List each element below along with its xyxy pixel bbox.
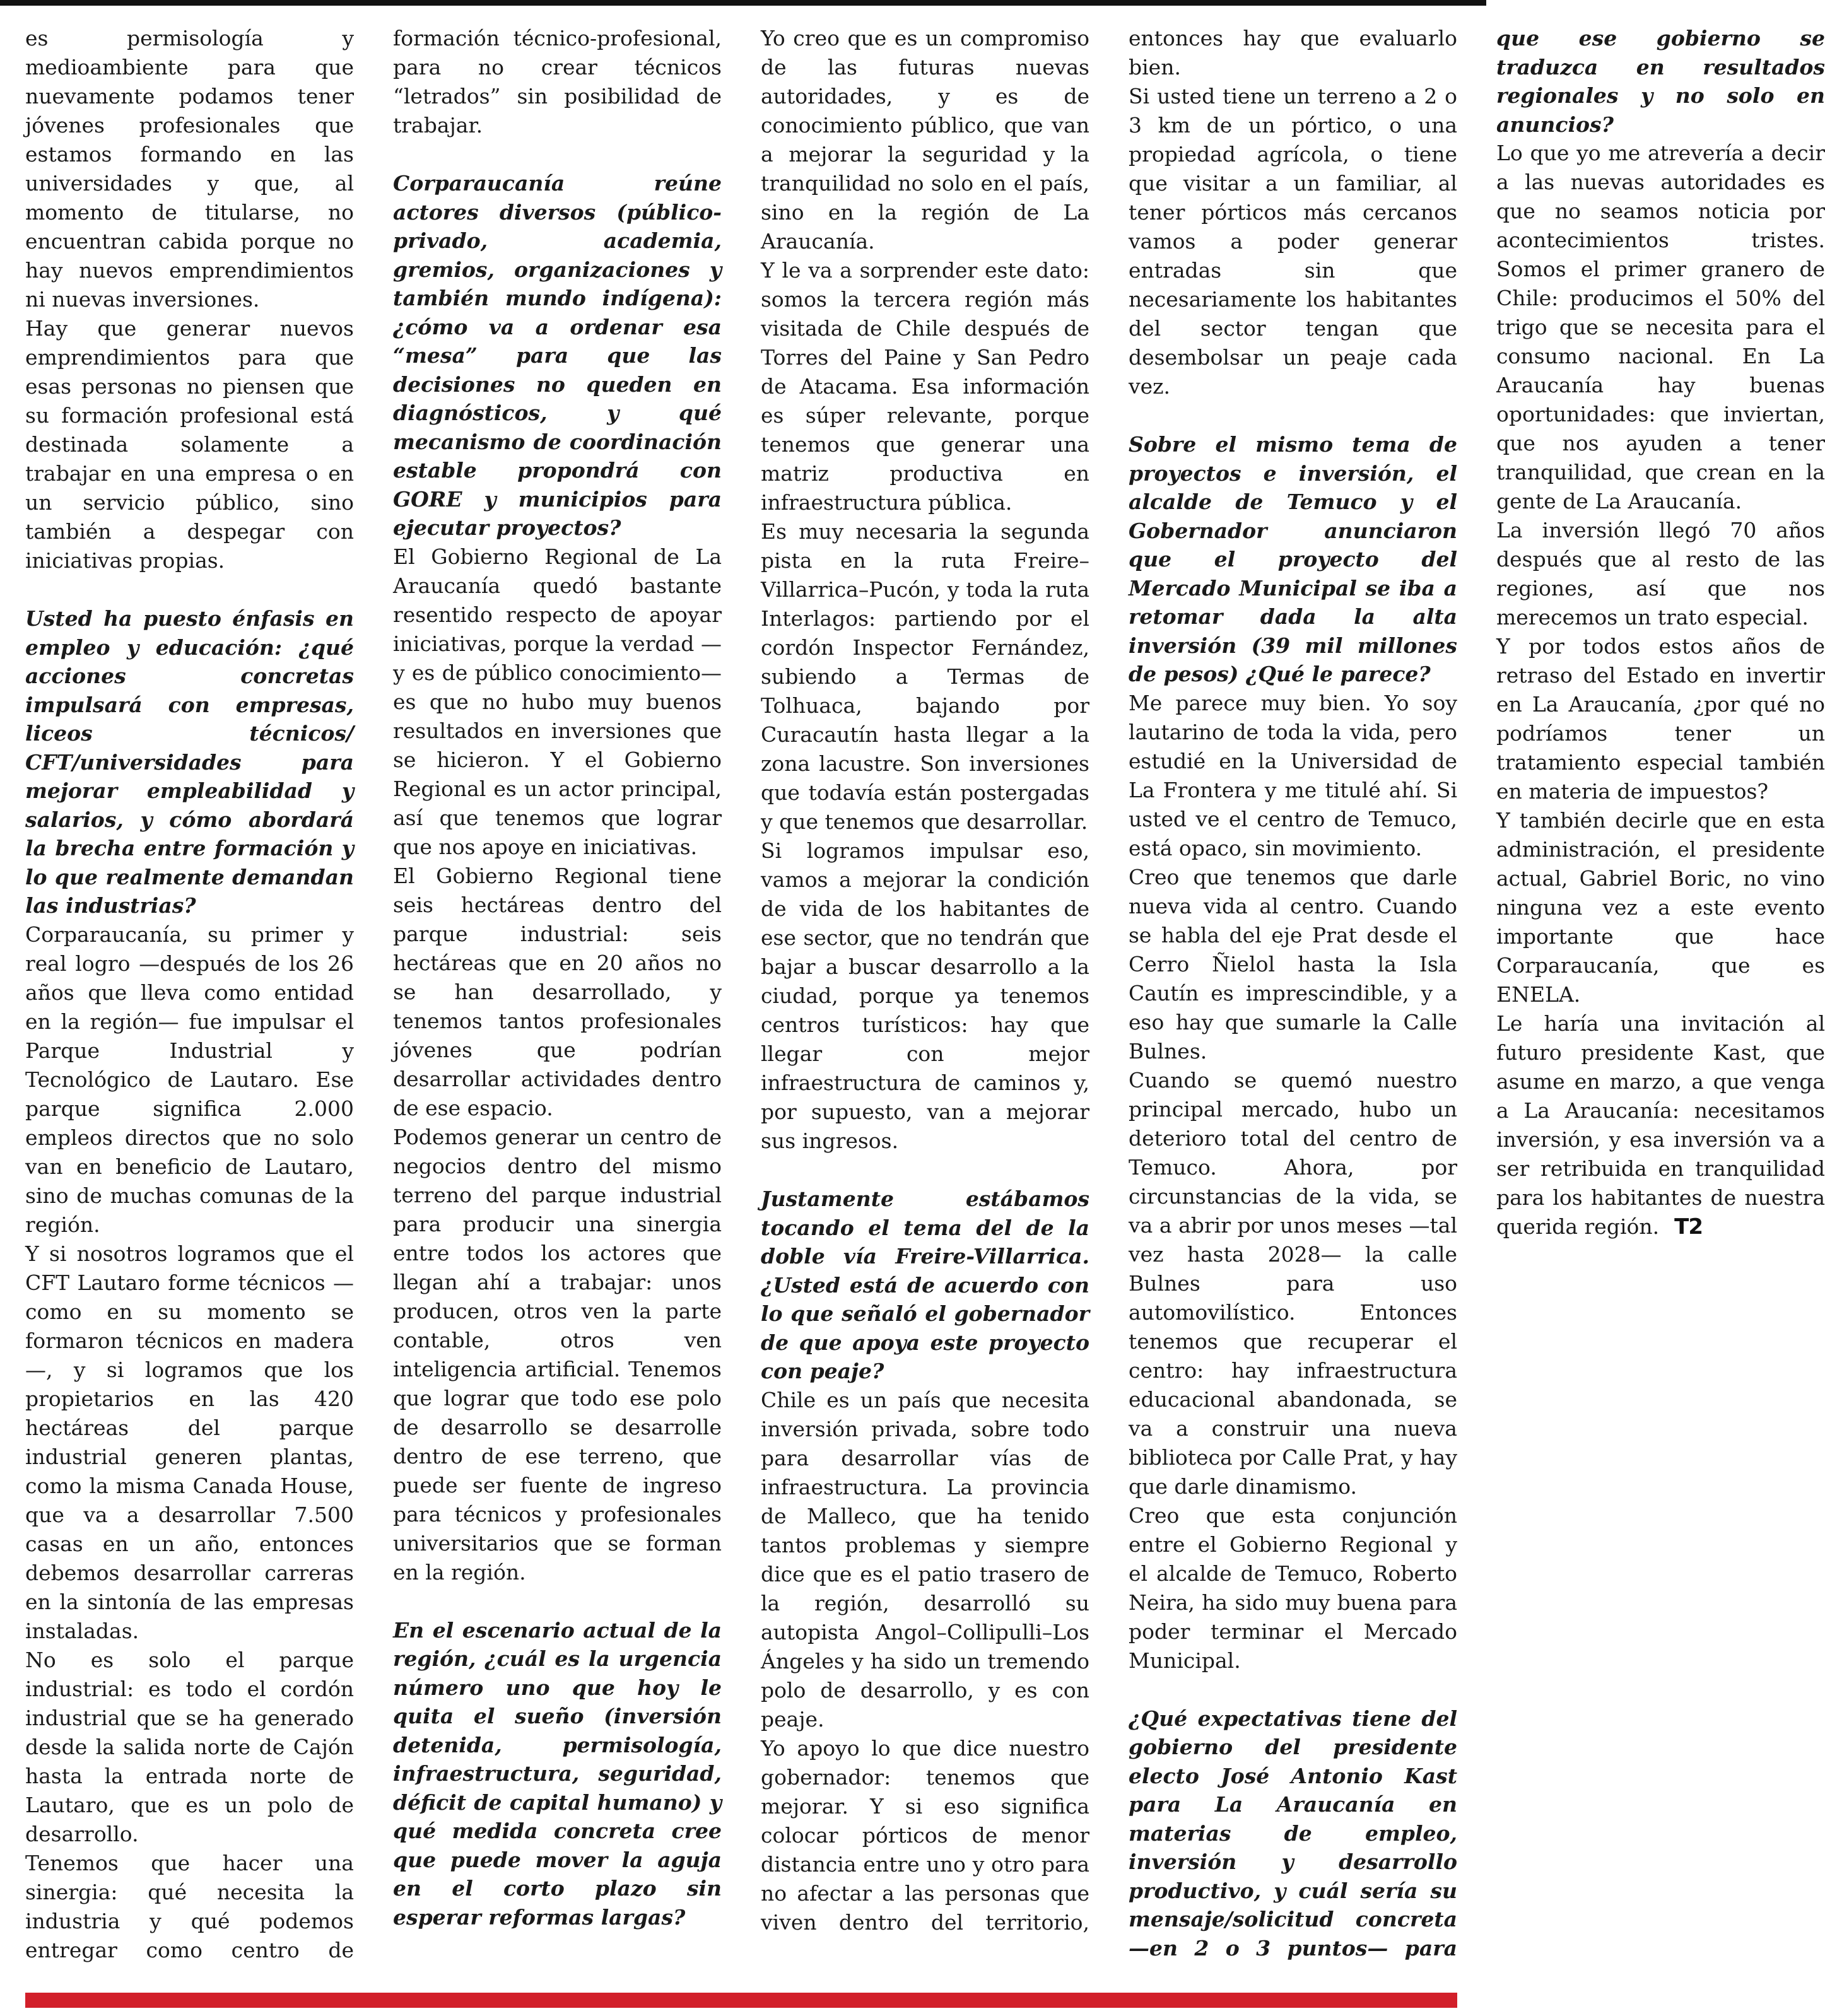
closing-paragraph bbox=[1496, 1009, 1825, 1241]
paragraph: Corparaucanía, su primer y real logro —después de los 26 años que lleva como entidad en la región— fue impulsar el Parque Industrial y Tecnológico de Lautaro. Ese parque significa 2.000 empleos directos que no solo van en beneficio de Lautaro, sino de muchas comunas de la región. bbox=[25, 922, 354, 1237]
paragraph: El Gobierno Regional de La Araucanía quedó bastante resentido respecto de apoyar iniciativas, porque la verdad —y es de público conocimiento— es que no hubo muy buenos resultados en inversiones que se hicieron. Y el Gobierno Regional es un actor principal, así que tenemos que lograr que nos apoye en iniciativas. bbox=[393, 544, 722, 859]
end-mark-logo: T2 bbox=[1674, 1214, 1703, 1239]
paragraph: No es solo el parque industrial: es todo el cordón industrial que se ha generado desde la salida norte de Cajón hasta la entrada norte de Lautaro, que es un polo de desarrollo. bbox=[25, 1647, 354, 1846]
paragraph: Es muy necesaria la segunda pista en la ruta Freire–Villarrica–Pucón, y toda la ruta Interlagos: partiendo por el cordón Inspector Fernández, subiendo a Termas de Tolhuaca, bajando por Curacautín hasta llegar a la zona lacustre. Son inversiones que todavía están postergadas y que tenemos que desarrollar. bbox=[761, 519, 1089, 834]
paragraph: Y le va a sorprender este dato: somos la tercera región más visitada de Chile después de Torres del Paine y San Pedro de Atacama. Esa información es súper relevante, porque tenemos que generar una matriz productiva en infraestructura pública. bbox=[761, 258, 1089, 515]
paragraph: Tenemos que hacer una sinergia: qué necesita la industria y qué podemos entregar como centro de formación técnico-profesional, para no crear técnicos “letrados” sin posibilidad de trabajar. bbox=[25, 26, 722, 1962]
article-body bbox=[25, 24, 1825, 1984]
paragraph: Podemos generar un centro de negocios dentro del mismo terreno del parque industrial para producir una sinergia entre todos los actores que llegan ahí a trabajar: unos producen, otros ven la parte contable, otros ven inteligencia artificial. Tenemos que lograr que todo ese polo de desarrollo se desarrolle dentro de ese terreno, que puede ser fuente de ingreso para técnicos y profesionales universitarios que se forman en la región. bbox=[393, 1124, 722, 1585]
paragraph: La inversión llegó 70 años después que al resto de las regiones, así que nos merecemos un trato especial. bbox=[1496, 518, 1825, 630]
paragraph: Chile es un país que necesita inversión privada, sobre todo para desarrollar vías de infraestructura. La provincia de Malleco, que ha tenido tantos problemas y siempre dice que es el patio trasero de la región, desarrolló su autopista Angol–Collipulli–Los Ángeles y ha sido un tremendo polo de desarrollo, y es con peaje. bbox=[761, 1387, 1089, 1732]
bottom-accent-bar bbox=[25, 1993, 1457, 2008]
interview-question: En el escenario actual de la región, ¿cuál es la urgencia número uno que hoy le quita el sueño (inversión detenida, permisología, infraestructura, seguridad, déficit de capital humano) y qué medida concreta cree que puede mover la aguja en el corto plazo sin esperar reformas largas? bbox=[393, 1617, 722, 1930]
paragraph: Si usted tiene un terreno a 2 o 3 km de un pórtico, o una propiedad agrícola, o tiene que visitar a un familiar, al tener pórticos más cercanos vamos a poder generar entradas sin que necesariamente los habitantes del sector tengan que desembolsar un peaje cada vez. bbox=[1129, 84, 1457, 399]
paragraph: Creo que tenemos que darle nueva vida al centro. Cuando se habla del eje Prat desde el Cerro Ñielol hasta la Isla Cautín es imprescindible, y a eso hay que sumarle la Calle Bulnes. bbox=[1129, 864, 1457, 1064]
top-rule bbox=[0, 0, 1486, 6]
interview-question: Corparaucanía reúne actores diversos (público-privado, academia, gremios, organizaciones y también mundo indígena): ¿cómo va a ordenar esa “mesa” para que las decisiones no queden en diagnósticos, y qué mecanismo de coordinación estable propondrá con GORE y municipios para ejecutar proyectos? bbox=[393, 171, 722, 540]
paragraph: Y por todos estos años de retraso del Estado en invertir en La Araucanía, ¿por qué no podríamos tener un tratamiento especial también en materia de impuestos? bbox=[1496, 634, 1825, 804]
paragraph: Me parece muy bien. Yo soy lautarino de toda la vida, pero estudié en la Universidad de La Frontera y me titulé ahí. Si usted ve el centro de Temuco, está opaco, sin movimiento. bbox=[1129, 690, 1457, 860]
paragraph: Lo que yo me atrevería a decir a las nuevas autoridades es que no seamos noticia por acontecimientos tristes. Somos el primer granero de Chile: producimos el 50% del trigo que se necesita para el consumo nacional. En La Araucanía hay buenas oportunidades: que inviertan, que nos ayuden a tener tranquilidad, que crean en la gente de La Araucanía. bbox=[1496, 141, 1825, 513]
interview-question: Justamente estábamos tocando el tema del de la doble vía Freire-Villarrica. ¿Usted está de acuerdo con lo que señaló el gobernador de que apoya este proyecto con peaje? bbox=[761, 1187, 1089, 1383]
paragraph: El Gobierno Regional tiene seis hectáreas dentro del parque industrial: seis hectáreas que en 20 años no se han desarrollado, y tenemos tantos profesionales jóvenes que podrían desarrollar actividades dentro de ese espacio. bbox=[393, 863, 722, 1120]
paragraph: es permisología y medioambiente para que nuevamente podamos tener jóvenes profesionales que estamos formando en las universidades y que, al momento de titularse, no encuentran cabida porque no hay nuevos emprendimientos ni nuevas inversiones. bbox=[25, 26, 354, 312]
paragraph: Yo creo que es un compromiso de las futuras nuevas autoridades, y es de conocimiento público, que van a mejorar la seguridad y la tranquilidad no solo en el país, sino en la región de La Araucanía. bbox=[761, 26, 1089, 254]
paragraph: Creo que esta conjunción entre el Gobierno Regional y el alcalde de Temuco, Roberto Neira, ha sido muy buena para poder terminar el Mercado Municipal. bbox=[1129, 1503, 1457, 1673]
interview-question: Usted ha puesto énfasis en empleo y educación: ¿qué acciones concretas impulsará con empresas, liceos técnicos/ CFT/universidades para mejorar empleabilidad y salarios, y cómo abordará la brecha entre formación y lo que realmente demandan las industrias? bbox=[25, 606, 354, 918]
paragraph: Cuando se quemó nuestro principal mercado, hubo un deterioro total del centro de Temuco. Ahora, por circunstancias de la vida, se va a abrir por unos meses —tal vez hasta 2028— la calle Bulnes para uso automovilístico. Entonces tenemos que recuperar el centro: hay infraestructura educacional abandonada, se va a construir una nueva biblioteca por Calle Prat, y hay que darle dinamismo. bbox=[1129, 1067, 1457, 1499]
paragraph: Yo apoyo lo que dice nuestro gobernador: tenemos que mejorar. Y si eso significa colocar pórticos de menor distancia entre uno y otro para no afectar a las personas que viven dentro del territorio, entonces hay que evaluarlo bien. bbox=[761, 26, 1457, 1935]
paragraph: Si logramos impulsar eso, vamos a mejorar la condición de vida de los habitantes de ese sector, que no tendrán que bajar a buscar desarrollo a la ciudad, porque ya tenemos centros turísticos: hay que llegar con mejor infraestructura de caminos y, por supuesto, van a mejorar sus ingresos. bbox=[761, 838, 1089, 1153]
paragraph: Hay que generar nuevos emprendimientos para que esas personas no piensen que su formación profesional está destinada solamente a trabajar en una empresa o en un servicio público, sino también a despegar con iniciativas propias. bbox=[25, 316, 354, 573]
paragraph: Y también decirle que en esta administración, el presidente actual, Gabriel Boric, no vino ninguna vez a este evento importante que hace Corparaucanía, que es ENELA. bbox=[1496, 808, 1825, 1007]
interview-question: Sobre el mismo tema de proyectos e inversión, el alcalde de Temuco y el Gobernador anunciaron que el proyecto del Mercado Municipal se iba a retomar dada la alta inversión (39 mil millones de pesos) ¿Qué le parece? bbox=[1129, 432, 1457, 686]
interview-question: ¿Qué expectativas tiene del gobierno del presidente electo José Antonio Kast para La Araucanía en materias de empleo, inversión y desarrollo productivo, y cuál sería su mensaje/solicitud concreta —en 2 o 3 puntos— para que ese gobierno se traduzca en resultados regionales y no solo en anuncios? bbox=[1129, 26, 1825, 1960]
closing-text: Le haría una invitación al futuro presidente Kast, que asume en marzo, a que venga a La Araucanía: necesitamos inversión, y esa inversión va a ser retribuida en tranquilidad para los habitantes de nuestra querida región. bbox=[1496, 1011, 1825, 1239]
paragraph: Y si nosotros logramos que el CFT Lautaro forme técnicos —como en su momento se formaron técnicos en madera—, y si logramos que los propietarios en las 420 hectáreas del parque industrial generen plantas, como la misma Canada House, que va a desarrollar 7.500 casas en un año, entonces debemos desarrollar carreras en la sintonía de las empresas instaladas. bbox=[25, 1241, 354, 1643]
